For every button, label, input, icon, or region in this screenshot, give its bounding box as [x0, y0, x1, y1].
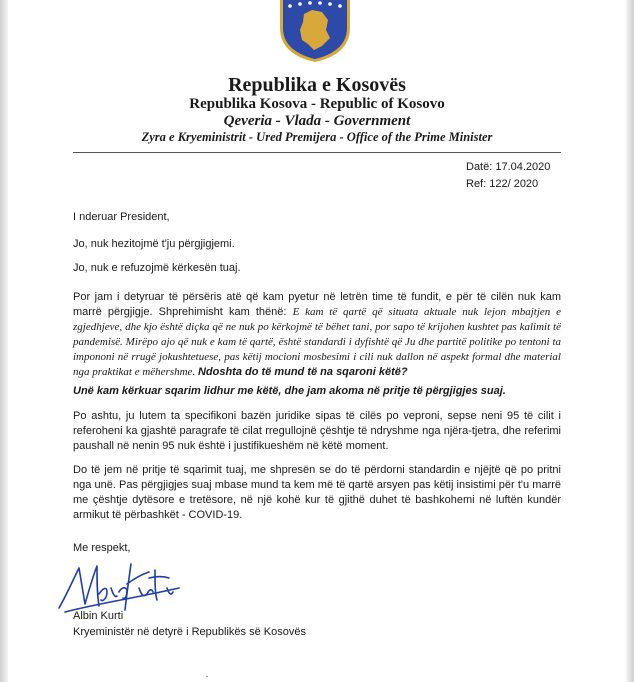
paragraph-3-lead: Por jam i detyruar të përsëris atë që kam pyetur në letrën time të fundit, e për të cilën nuk kam marrë përgjigje. Shprehimisht kam thënë:	[73, 291, 561, 318]
paragraph-3-question: Ndoshta do të mund të na sqaroni këtë?	[197, 366, 408, 378]
scan-artifact	[206, 676, 208, 677]
signer-name: Albin Kurti	[73, 610, 124, 622]
letter-paragraph-5: Po ashtu, ju lutem ta specifikoni bazën juridike sipas të cilës po veproni, sepse neni 95 të cilit i referoheni ka gjashtë paragrafe të cilat rregullojnë çështje të ndryshme nga njëra-tjetra, dhe referimi paushall në nenin 95 nuk është i justifikueshëm në këtë moment.	[73, 410, 561, 452]
handwritten-signature-icon	[55, 558, 185, 616]
letter-closing: Me respekt,	[73, 542, 131, 554]
letter-reference: Ref: 122/ 2020	[466, 178, 539, 190]
letter-date: Datë: 17.04.2020	[466, 161, 551, 173]
header-government: Qeveria - Vlada - Government	[223, 113, 411, 129]
kosovo-emblem-icon	[276, 0, 354, 62]
header-country: Republika e Kosovës	[228, 74, 406, 96]
letter-paragraph-3	[73, 290, 561, 380]
header-office: Zyra e Kryeministrit - Ured Premijera - Office of the Prime Minister	[141, 130, 493, 144]
letter-greeting: I nderuar President,	[73, 211, 170, 223]
header-country-translations: Republika Kosova - Republic of Kosovo	[189, 96, 445, 112]
header-divider	[73, 152, 561, 153]
signer-title: Kryeministër në detyrë i Republikës së Kosovës	[73, 626, 306, 638]
letter-paragraph-6: Do të jem në pritje të sqarimit tuaj, me shpresën se do të përdorni standardin e njëjtë që po pritni nga unë. Pas përgjigjes suaj mbase mund ta kem më të qartë arsyen pas këtij insistimi për t'u marrë me çështje dytësore e tretësore, në një kohë kur të gjithë duhet të bashkohemi në luftën kundër armikut të përbashkët - COVID-19.	[73, 464, 561, 521]
letter-paragraph-1: Jo, nuk hezitojmë t'ju përgjigjemi.	[73, 238, 235, 250]
letter-paragraph-2: Jo, nuk e refuzojmë kërkesën tuaj.	[73, 262, 241, 274]
letter-paragraph-4: Unë kam kërkuar sqarim lidhur me këtë, dhe jam akoma në pritje të përgjigjes suaj.	[73, 385, 506, 397]
paragraph-3-quote: E kam të qartë që situata aktuale nuk lejon mbajtjen e zgjedhjeve, dhe kjo është diçka që ne nuk po kërkojmë të bëhet tani, por sapo të krijohen kushtet pas kalimit të pandemisë. Mirëpo ajo që nuk e kam të qartë, është standardi i dyfishtë që Ju dhe partitë politike po tentoni ta impononi në rrugë jokushtetuese, pas këtij mocioni mosbesimi i cili nuk dallon në aspekt formal dhe material nga praktikat e mëhershme.	[73, 306, 561, 378]
